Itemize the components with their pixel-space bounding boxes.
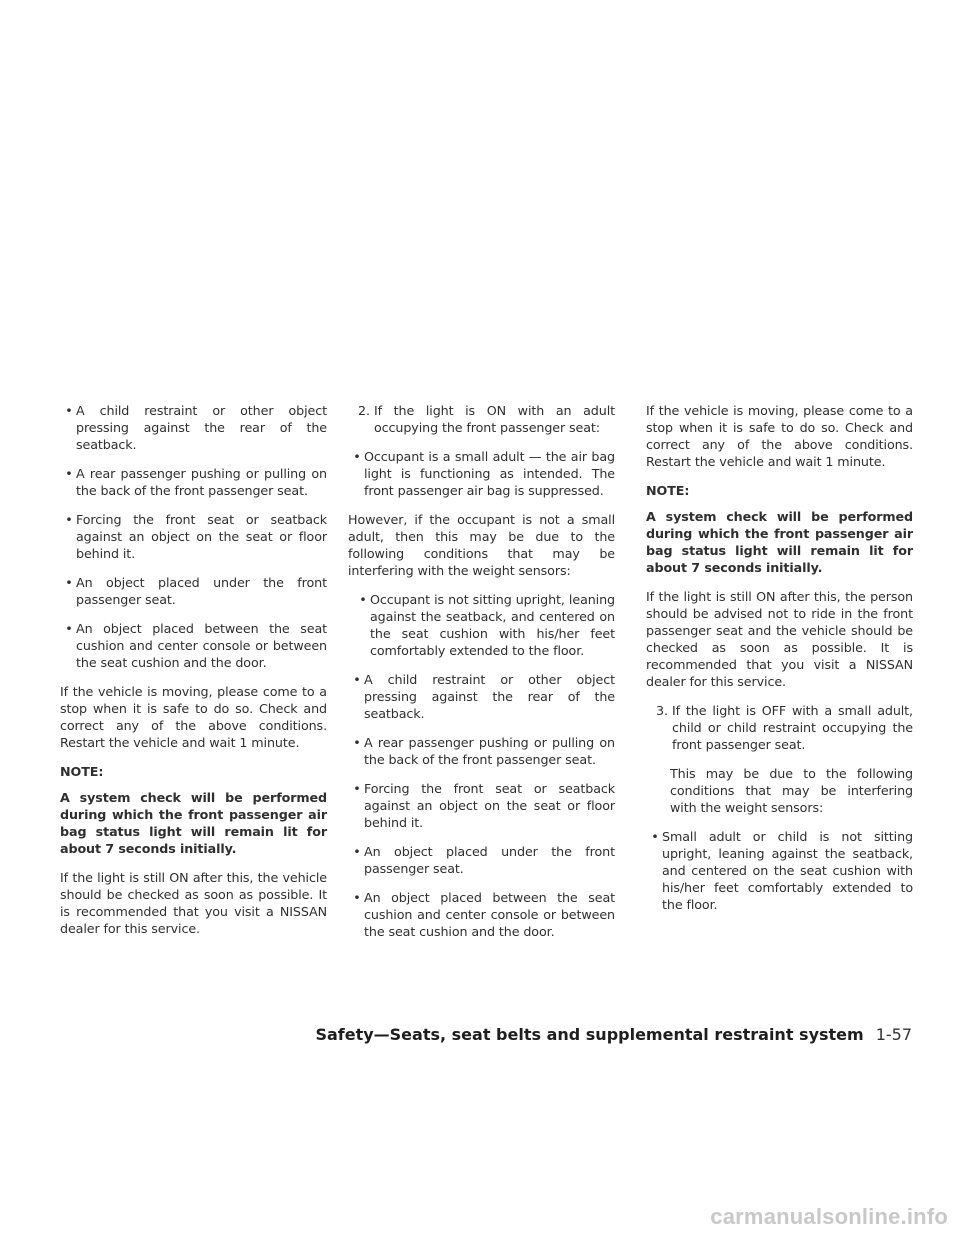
- bullet-marker: •: [65, 403, 73, 418]
- bullet-text: An object placed between the seat cushion and center console or between the seat cushion and the door.: [76, 621, 327, 670]
- bullet-marker: •: [353, 890, 361, 905]
- bullet-marker: •: [65, 466, 73, 481]
- bullet-marker: •: [651, 829, 659, 844]
- page-footer: [315, 1025, 912, 1044]
- numbered-item-3: [646, 702, 913, 753]
- section-title: Safety—Seats, seat belts and supplemental restraint system: [315, 1025, 864, 1044]
- bullet-item: [60, 574, 327, 608]
- bullet-text: Small adult or child is not sitting upright, leaning against the seatback, and centered on the seat cushion with his/her feet comfortably extended to the floor.: [662, 829, 913, 912]
- page-number: 1-57: [875, 1025, 912, 1044]
- item-subparagraph: This may be due to the following conditions that may be interfering with the weight sensors:: [670, 766, 913, 815]
- bullet-item: [60, 511, 327, 562]
- paragraph-advise-passenger: If the light is still ON after this, the person should be advised not to ride in the front passenger seat and the vehicle should be checked as soon as possible. It is recommended that you visit a NISSAN dealer for this service.: [646, 589, 913, 689]
- item-number: 2.: [358, 403, 370, 418]
- bullet-text: A rear passenger pushing or pulling on the back of the front passenger seat.: [76, 466, 327, 498]
- bullet-text: Forcing the front seat or seatback against an object on the seat or floor behind it.: [76, 512, 327, 561]
- column-left: [60, 402, 327, 949]
- bullet-text: An object placed under the front passenger seat.: [364, 844, 615, 876]
- bullet-text: An object placed under the front passenger seat.: [76, 575, 327, 607]
- bullet-item: [348, 671, 615, 722]
- bullet-text: Forcing the front seat or seatback against an object on the seat or floor behind it.: [364, 781, 615, 830]
- bullet-item: [60, 620, 327, 671]
- item-text: If the light is OFF with a small adult, child or child restraint occupying the front passenger seat.: [672, 703, 913, 752]
- bullet-item: [60, 465, 327, 499]
- bullet-item: [646, 828, 913, 913]
- paragraph-restart-instructions: If the vehicle is moving, please come to a stop when it is safe to do so. Check and correct any of the above conditions. Restart the vehicle and wait 1 minute.: [646, 403, 913, 469]
- bullet-text: Occupant is not sitting upright, leaning against the seatback, and centered on the seat cushion with his/her feet comfortably extended to the floor.: [370, 592, 615, 658]
- bullet-item: [348, 591, 615, 659]
- bullet-item: [60, 402, 327, 453]
- paragraph-weight-sensors: However, if the occupant is not a small adult, then this may be due to the following conditions that may be interfering with the weight sensors:: [348, 512, 615, 578]
- bullet-marker: •: [65, 575, 73, 590]
- item-text: If the light is ON with an adult occupying the front passenger seat:: [374, 403, 615, 435]
- column-right: [646, 402, 913, 925]
- bullet-item: [348, 448, 615, 499]
- bullet-item: [348, 734, 615, 768]
- bullet-item: [348, 843, 615, 877]
- note-text: A system check will be performed during which the front passenger air bag status light will remain lit for about 7 seconds initially.: [646, 509, 913, 575]
- watermark: carmanualsonline.info: [710, 1204, 948, 1229]
- bullet-marker: •: [65, 512, 73, 527]
- numbered-item-2: [348, 402, 615, 436]
- bullet-text: Occupant is a small adult — the air bag light is functioning as intended. The front passenger air bag is suppressed.: [364, 449, 615, 498]
- bullet-item: [348, 889, 615, 940]
- bullet-marker: •: [353, 672, 361, 687]
- bullet-marker: •: [353, 449, 361, 464]
- column-middle: [348, 402, 615, 952]
- bullet-marker: •: [65, 621, 73, 636]
- bullet-marker: •: [353, 844, 361, 859]
- bullet-marker: •: [359, 592, 367, 607]
- note-label: NOTE:: [646, 483, 690, 498]
- bullet-item: [348, 780, 615, 831]
- paragraph-dealer-service: If the light is still ON after this, the vehicle should be checked as soon as possible. It is recommended that you visit a NISSAN dealer for this service.: [60, 870, 327, 936]
- item-number: 3.: [656, 703, 668, 718]
- bullet-text: A rear passenger pushing or pulling on the back of the front passenger seat.: [364, 735, 615, 767]
- note-label: NOTE:: [60, 764, 104, 779]
- bullet-marker: •: [353, 735, 361, 750]
- paragraph-restart-instructions: If the vehicle is moving, please come to a stop when it is safe to do so. Check and correct any of the above conditions. Restart the vehicle and wait 1 minute.: [60, 684, 327, 750]
- bullet-marker: •: [353, 781, 361, 796]
- bullet-text: A child restraint or other object pressing against the rear of the seatback.: [76, 403, 327, 452]
- bullet-text: A child restraint or other object pressing against the rear of the seatback.: [364, 672, 615, 721]
- note-text: A system check will be performed during which the front passenger air bag status light will remain lit for about 7 seconds initially.: [60, 790, 327, 856]
- bullet-text: An object placed between the seat cushion and center console or between the seat cushion and the door.: [364, 890, 615, 939]
